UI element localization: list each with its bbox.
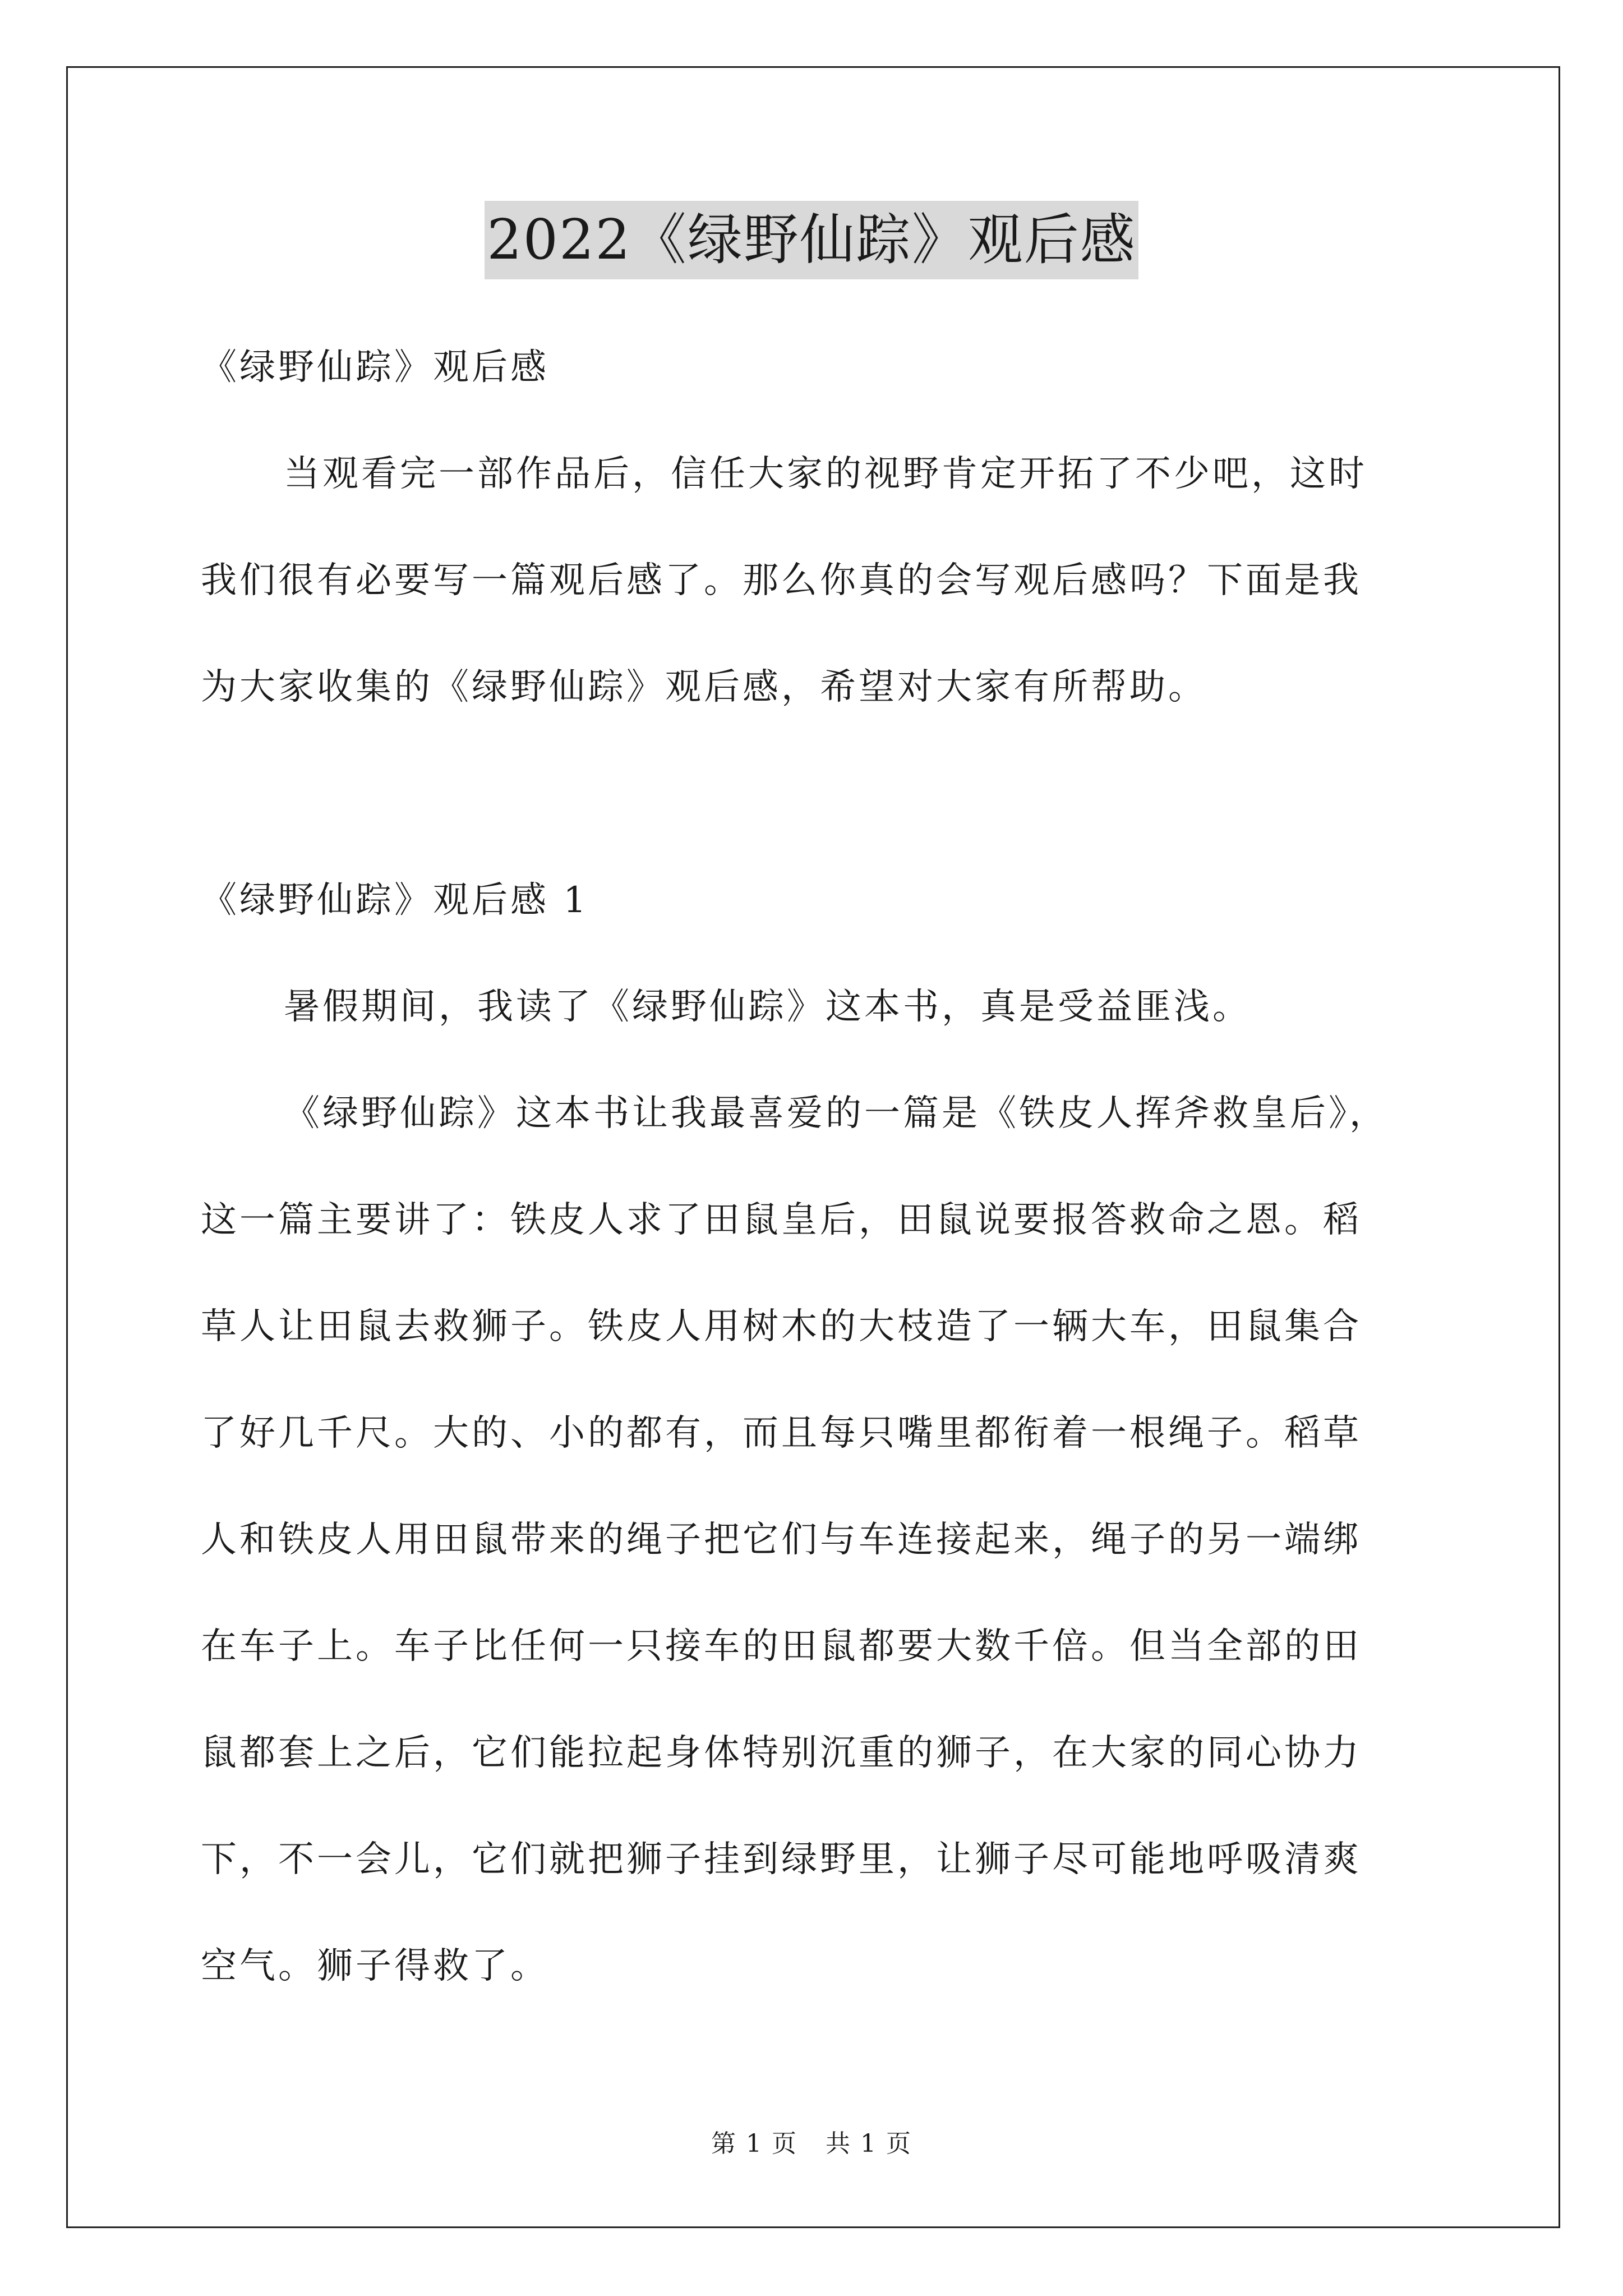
body-paragraph-line: 在车子上。车子比任何一只接车的田鼠都要大数千倍。但当全部的田 [201, 1626, 1362, 1667]
section-heading: 《绿野仙踪》观后感 [201, 347, 549, 388]
section-heading: 《绿野仙踪》观后感 1 [201, 880, 589, 921]
intro-paragraph-line: 当观看完一部作品后，信任大家的视野肯定开拓了不少吧，这时 [284, 453, 1367, 495]
document-title: 2022《绿野仙踪》观后感 [485, 201, 1138, 279]
body-paragraph-line: 空气。狮子得救了。 [201, 1945, 549, 1987]
page-number: 第 1 页 [711, 2129, 797, 2158]
document-body [201, 314, 1435, 2019]
page-footer [0, 2127, 1623, 2161]
body-paragraph-line: 人和铁皮人用田鼠带来的绳子把它们与车连接起来，绳子的另一端绑 [201, 1519, 1362, 1561]
body-paragraph-line: 这一篇主要讲了：铁皮人求了田鼠皇后，田鼠说要报答救命之恩。稻 [201, 1199, 1362, 1241]
body-paragraph-line: 暑假期间，我读了《绿野仙踪》这本书，真是受益匪浅。 [284, 986, 1251, 1028]
title-container [0, 201, 1623, 279]
paragraph-spacer [201, 740, 1435, 847]
intro-paragraph-line: 为大家收集的《绿野仙踪》观后感，希望对大家有所帮助。 [201, 666, 1207, 708]
page-total: 共 1 页 [826, 2129, 912, 2158]
body-paragraph-line: 鼠都套上之后，它们能拉起身体特别沉重的狮子，在大家的同心协力 [201, 1732, 1362, 1774]
body-paragraph-line: 下，不一会儿，它们就把狮子挂到绿野里，让狮子尽可能地呼吸清爽 [201, 1839, 1362, 1880]
body-paragraph-line: 了好几千尺。大的、小的都有，而且每只嘴里都衔着一根绳子。稻草 [201, 1412, 1362, 1454]
intro-paragraph-line: 我们很有必要写一篇观后感了。那么你真的会写观后感吗？下面是我 [201, 560, 1362, 601]
body-paragraph-line: 《绿野仙踪》这本书让我最喜爱的一篇是《铁皮人挥斧救皇后》， [284, 1093, 1388, 1134]
body-paragraph-line: 草人让田鼠去救狮子。铁皮人用树木的大枝造了一辆大车，田鼠集合 [201, 1306, 1362, 1347]
